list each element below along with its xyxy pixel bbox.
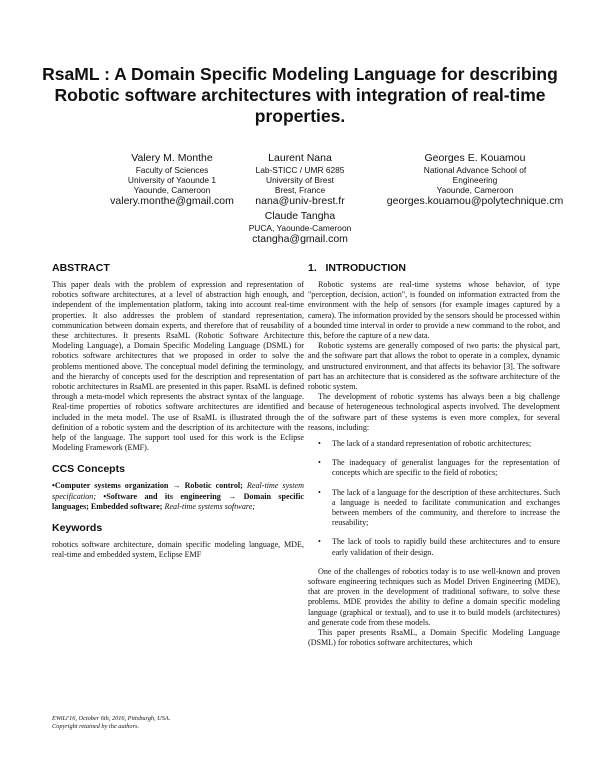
author-affiliation-line: University of Yaounde 1: [127, 175, 217, 185]
author-affiliation-line: Yaounde, Cameroon: [133, 185, 211, 195]
intro-paragraph: One of the challenges of robotics today is to use well-known and proven software engineering techniques such as Model Driven Engineering (MDE), that are proven in the development of traditional software, to solve these problems. MDE provides the ability to define a domain specific modeling language (graphical or textual), and to use it to build models (architectures) and generate code from these models.: [308, 566, 560, 627]
author-affiliation-line: Yaounde, Cameroon: [436, 185, 514, 195]
author-name: Laurent Nana: [268, 152, 332, 164]
abstract-heading: ABSTRACT: [52, 262, 110, 274]
bullet-icon: •: [318, 439, 321, 449]
intro-paragraph: The development of robotic systems has always been a big challenge because of heterogeneous technological aspects involved. The development of the software part of these systems is even more complex, for several reasons, including:: [308, 392, 560, 432]
ccs-concept-2: •Software and its engineering → Domain specific languages; Embedded software;: [52, 491, 304, 511]
list-item-text: The lack of tools to rapidly build these architectures and to ensure early validation of their design.: [332, 537, 560, 557]
challenges-list: [308, 439, 560, 558]
intro-paragraph: Robotic systems are generally composed of two parts: the physical part, and the software part that allows the robot to operate in a complex, dynamic and unstructured environment, and that affects its behavior [3]. The software part has an architecture that is considered as the software architecture of the robotic system.: [308, 341, 560, 392]
ccs-subconcept-1: Real-time system specification;: [52, 481, 304, 501]
list-item-text: The lack of a standard representation of robotic architectures;: [332, 439, 532, 449]
ccs-concept-1: •Computer systems organization → Robotic control;: [52, 481, 243, 491]
author-affiliation-line: Lab-STICC / UMR 6285: [255, 165, 345, 175]
list-item: [308, 458, 560, 478]
keywords-text: robotics software architecture, domain specific modeling language, MDE, real-time and embedded system, Eclipse EMF: [52, 540, 304, 560]
author-email: nana@univ-brest.fr: [255, 195, 345, 207]
footnote-venue: EWiLi'16, October 6th, 2016, Pittsburgh, USA.: [52, 715, 171, 722]
right-column: [308, 262, 560, 649]
list-item: [308, 488, 560, 529]
author-email: georges.kouamou@polytechnique.cm: [386, 195, 564, 207]
bullet-icon: •: [318, 458, 321, 468]
author-email: valery.monthe@gmail.com: [110, 195, 234, 207]
introduction-heading: 1. INTRODUCTION: [308, 262, 407, 274]
ccs-subconcept-2: Real-time systems software;: [164, 501, 256, 511]
abstract-text: This paper deals with the problem of expression and representation of robotics software architectures, at a level of abstraction high enough, and independent of the implementation platform, taking into account real-time properties. It also addresses the problem of standard representation, communication between domain experts, and therefore that of reusability of these architectures. It presents RsaML (Robotic Software Architecture Modeling Language), a Domain Specific Modeling Language (DSML) for robotics software architectures that we proposed in order to solve the problems mentioned above. The conceptual model defining the terminology, and the hierarchy of concepts used for the description and representation of robotic architectures in RsaML are presented in this paper. RsaML is defined through a meta-model which represents the abstract syntax of the language. Real-time properties of robotics software architectures are identified and included in the meta model. The use of RsaML is illustrated through the definition of a robotic system and the description of its architecture with the help of the language. The support tool used for this work is the Eclipse Modeling Framework (EMF).: [52, 280, 304, 453]
author-name: Claude Tangha: [264, 210, 336, 222]
bullet-icon: •: [318, 487, 321, 497]
author-affiliation-line: PUCA, Yaounde-Cameroon: [248, 223, 352, 233]
intro-paragraph: Robotic systems are real-time systems whose behavior, of type "perception, decision, action", is founded on information extracted from the environment with the help of sensors (for example images captured by a camera). The information provided by the sensors should be processed within a bounded time interval in order to provide a new command to the robot, and this, before the capture of a new data.: [308, 280, 560, 341]
copyright-footnote: [52, 715, 304, 731]
keywords-heading: Keywords: [52, 522, 103, 535]
author-block: [232, 152, 368, 207]
author-name: Georges E. Kouamou: [424, 152, 526, 164]
author-block: [220, 210, 380, 245]
author-name: Valery M. Monthe: [131, 152, 213, 164]
author-affiliation-line: Engineering: [452, 175, 498, 185]
ccs-text: [52, 481, 304, 512]
author-affiliation-line: Faculty of Sciences: [135, 165, 209, 175]
list-item-text: The inadequacy of generalist languages for the representation of concepts which are specific to the field of robotics;: [332, 458, 560, 478]
author-affiliation-line: National Advance School of: [423, 165, 527, 175]
author-affiliation-line: University of Brest: [266, 175, 334, 185]
list-item-text: The lack of a language for the description of these architectures. Such a language is needed to facilitate communication and exchanges between members of the community, and therefore to increase the reusability;: [332, 487, 560, 528]
footnote-copyright: Copyright retained by the authors.: [52, 723, 140, 730]
ccs-heading: CCS Concepts: [52, 463, 125, 476]
intro-paragraph: This paper presents RsaML, a Domain Specific Modeling Language (DSML) for robotics software architectures, which: [308, 628, 560, 648]
author-block: [92, 152, 252, 207]
author-block: [372, 152, 578, 207]
left-column: [52, 262, 304, 560]
list-item: [308, 537, 560, 557]
list-item: [308, 439, 560, 449]
paper-title: RsaML : A Domain Specific Modeling Language for describing Robotic software architectures with integration of real-time properties.: [42, 64, 558, 126]
author-email: ctangha@gmail.com: [252, 233, 348, 245]
bullet-icon: •: [318, 537, 321, 547]
author-affiliation-line: Brest, France: [274, 185, 326, 195]
